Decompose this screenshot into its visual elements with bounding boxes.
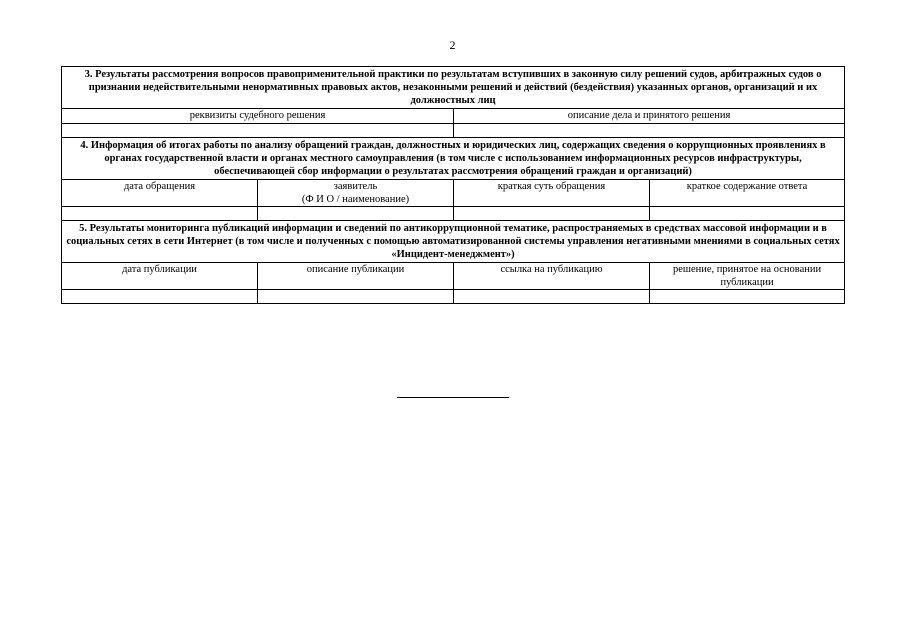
empty-cell[interactable] bbox=[62, 290, 258, 304]
section-4-empty-row bbox=[62, 207, 845, 221]
col-case-description: описание дела и принятого решения bbox=[454, 109, 845, 124]
col-appeal-summary: краткая суть обращения bbox=[454, 180, 650, 207]
col-appeal-date: дата обращения bbox=[62, 180, 258, 207]
report-form-table bbox=[61, 66, 845, 304]
section-3-title: 3. Результаты рассмотрения вопросов правоприменительной практики по результатам вступивших в законную силу решений судов, арбитражных судов о признании недействительными ненормативных правовых актов, незаконными решений и действий (бездействия) указанных органов, организаций и их должностных лиц bbox=[62, 67, 845, 109]
empty-cell[interactable] bbox=[454, 207, 650, 221]
section-4-header-row bbox=[62, 138, 845, 180]
empty-cell[interactable] bbox=[258, 207, 454, 221]
empty-cell[interactable] bbox=[258, 290, 454, 304]
section-5-column-headers bbox=[62, 263, 845, 290]
col-response-summary: краткое содержание ответа bbox=[650, 180, 845, 207]
col-publication-date: дата публикации bbox=[62, 263, 258, 290]
section-4-title: 4. Информация об итогах работы по анализу обращений граждан, должностных и юридических лиц, содержащих сведения о коррупционных проявлениях в органах государственной власти и органах местного самоуправления (в том числе с использованием информационных ресурсов инфраструктуры, обеспечивающей сбор информации о результатах рассмотрения обращений граждан и организаций) bbox=[62, 138, 845, 180]
col-publication-link: ссылка на публикацию bbox=[454, 263, 650, 290]
empty-cell[interactable] bbox=[454, 290, 650, 304]
col-decision-on-publication: решение, принятое на основании публикации bbox=[650, 263, 845, 290]
empty-cell[interactable] bbox=[62, 207, 258, 221]
end-of-document-divider bbox=[397, 397, 509, 398]
col-applicant: заявитель (Ф И О / наименование) bbox=[258, 180, 454, 207]
section-5-title: 5. Результаты мониторинга публикаций информации и сведений по антикоррупционной тематике, распространяемых в средствах массовой информации и в социальных сетях в сети Интернет (в том числе и полученных с помощью автоматизированной системы управления негативными мнениями в социальных сетях «Инцидент-менеджмент») bbox=[62, 221, 845, 263]
section-3-column-headers bbox=[62, 109, 845, 124]
empty-cell[interactable] bbox=[62, 124, 454, 138]
page-number: 2 bbox=[449, 38, 456, 52]
section-5-header-row bbox=[62, 221, 845, 263]
section-3-header-row bbox=[62, 67, 845, 109]
section-5-empty-row bbox=[62, 290, 845, 304]
col-publication-description: описание публикации bbox=[258, 263, 454, 290]
section-3-empty-row bbox=[62, 124, 845, 138]
empty-cell[interactable] bbox=[650, 207, 845, 221]
section-4-column-headers bbox=[62, 180, 845, 207]
col-court-decision-details: реквизиты судебного решения bbox=[62, 109, 454, 124]
empty-cell[interactable] bbox=[454, 124, 845, 138]
empty-cell[interactable] bbox=[650, 290, 845, 304]
